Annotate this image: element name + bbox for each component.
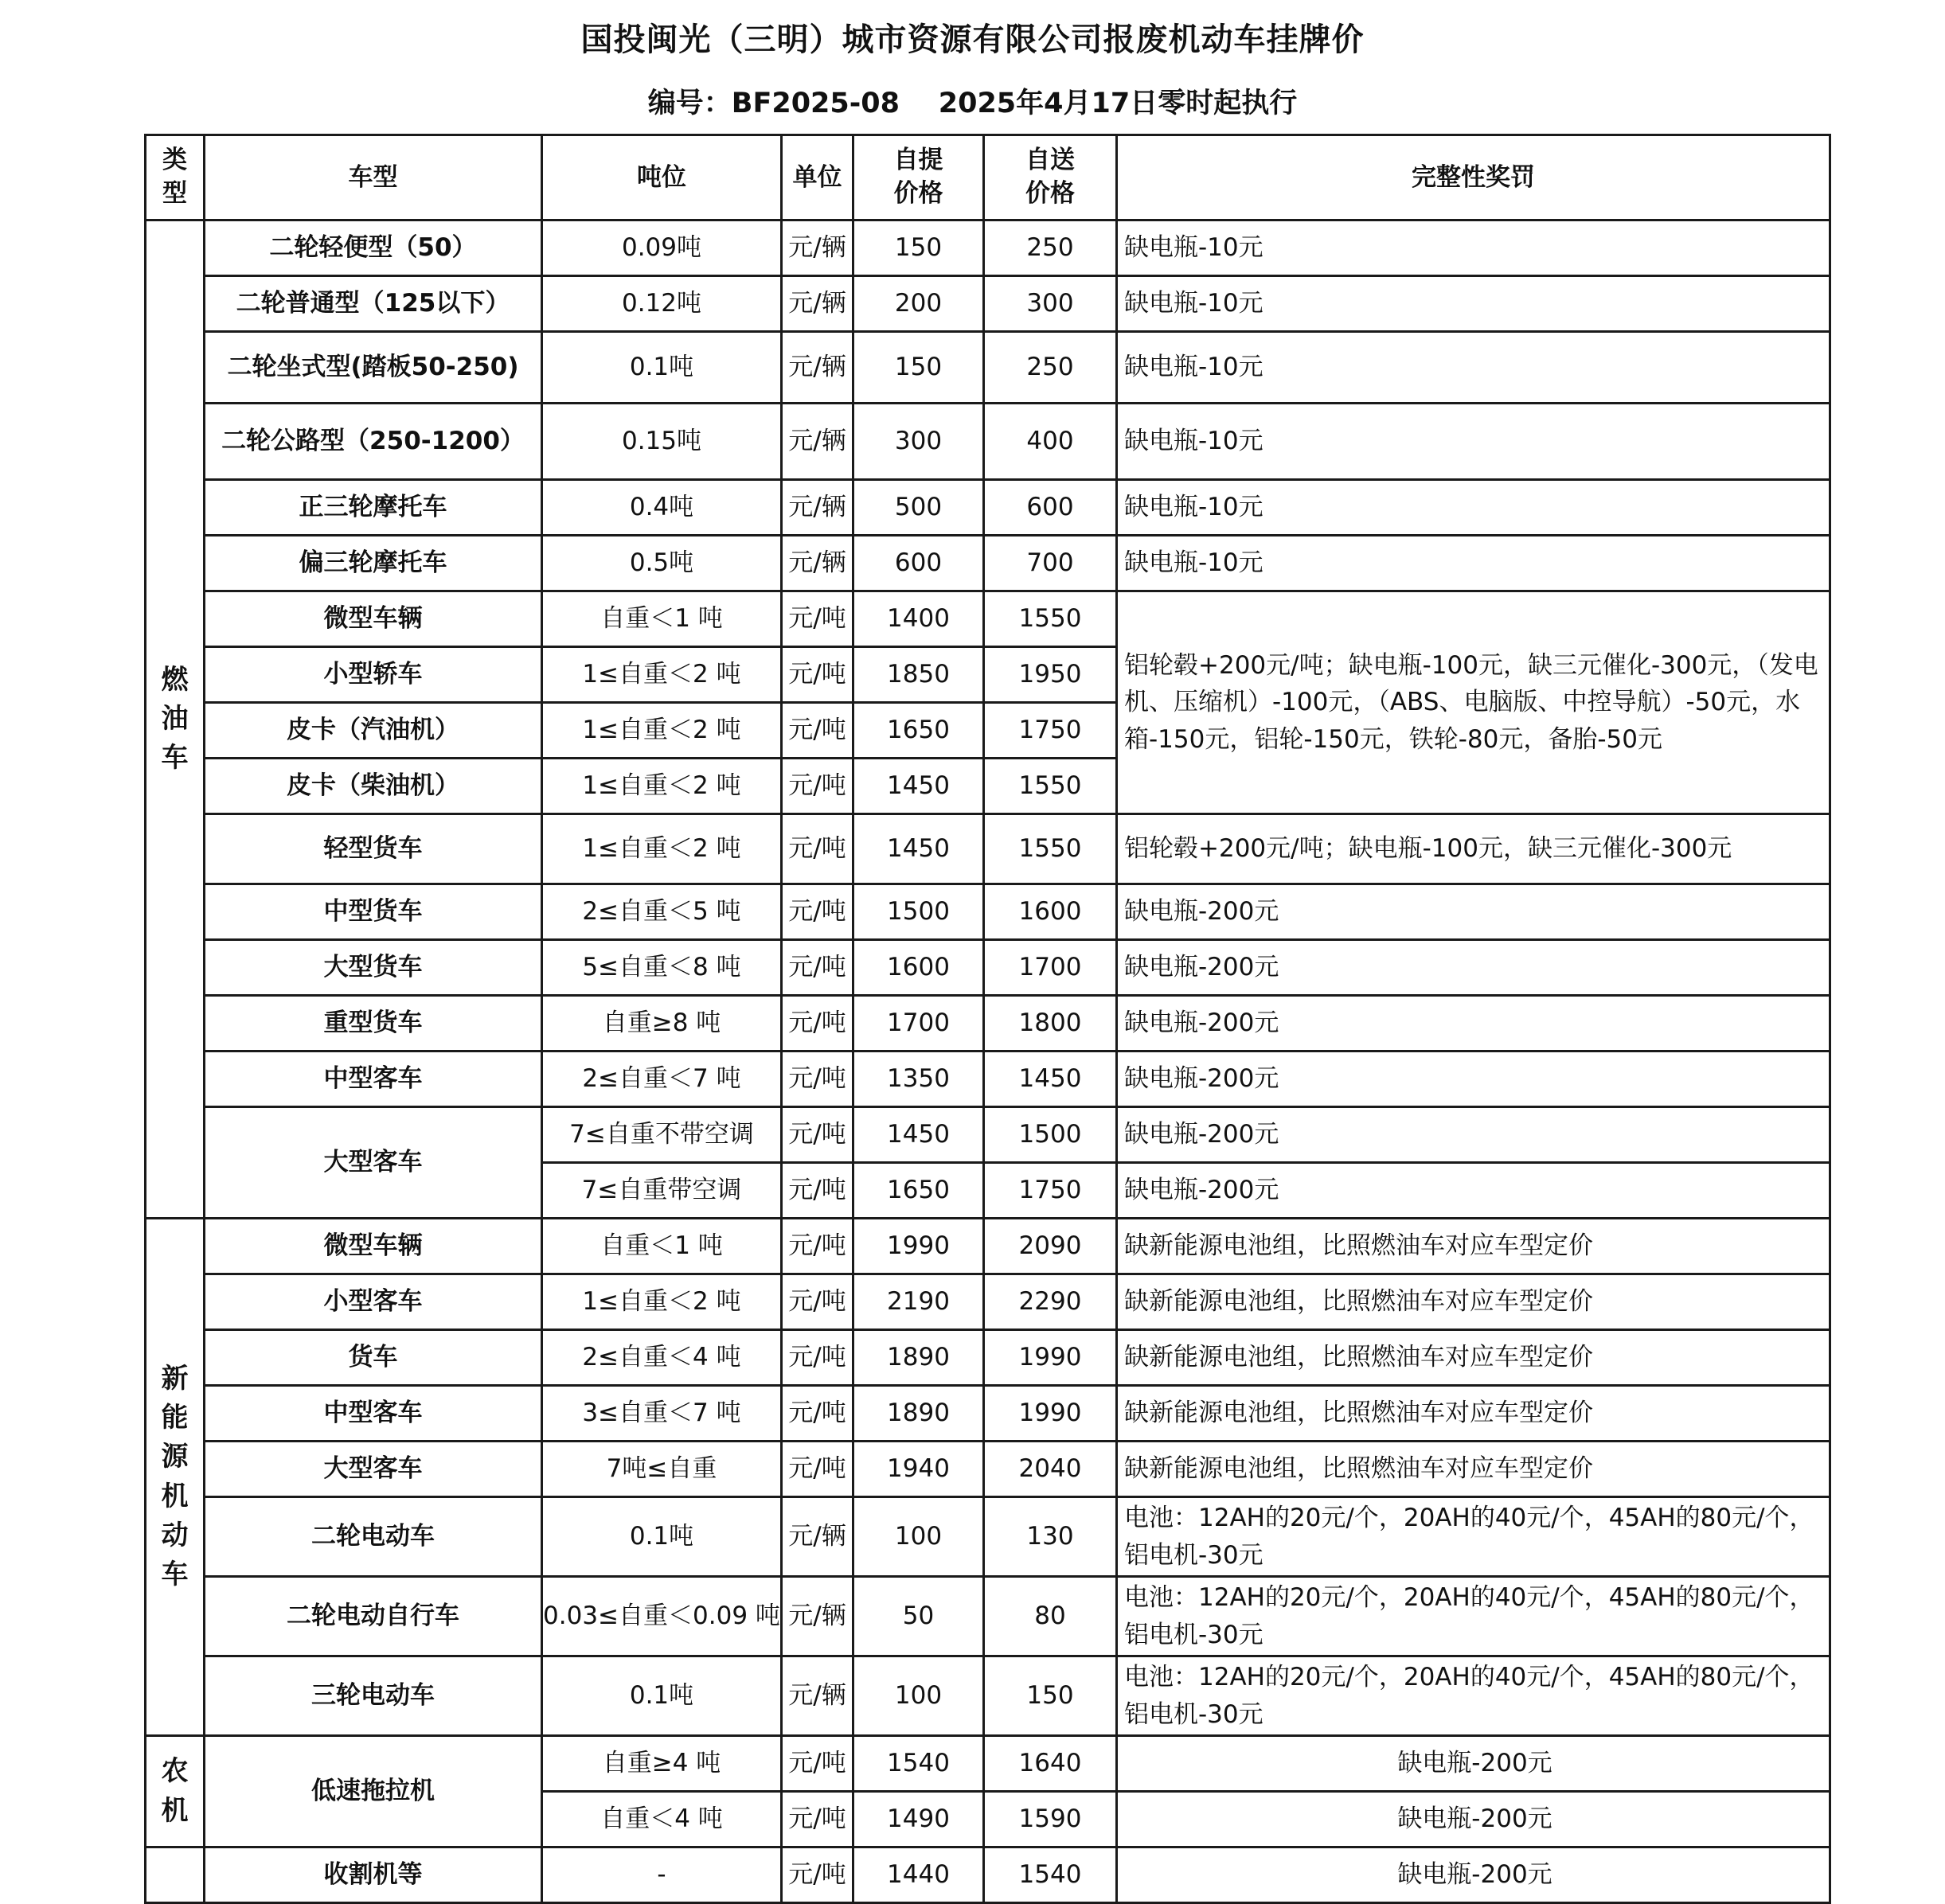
cell-tonnage: 自重＜1 吨 xyxy=(542,1219,782,1274)
cell-tonnage: 7≤自重带空调 xyxy=(542,1163,782,1219)
cell-model: 收割机等 xyxy=(205,1847,542,1903)
category-fuel: 燃 油 车 xyxy=(146,220,205,1219)
cell-note: 缺新能源电池组，比照燃油车对应车型定价 xyxy=(1117,1386,1830,1442)
cell-pickup-price: 1990 xyxy=(853,1219,984,1274)
table-row xyxy=(146,1736,1830,1792)
table-row xyxy=(146,1656,1830,1736)
table-row xyxy=(146,276,1830,332)
cell-tonnage: 3≤自重＜7 吨 xyxy=(542,1386,782,1442)
cell-note: 缺电瓶-10元 xyxy=(1117,404,1830,480)
table-row xyxy=(146,814,1830,884)
cell-pickup-price: 1450 xyxy=(853,1107,984,1163)
cell-note: 铝轮毂+200元/吨；缺电瓶-100元，缺三元催化-300元 xyxy=(1117,814,1830,884)
cell-tonnage: 自重≥4 吨 xyxy=(542,1736,782,1792)
cell-note: 缺电瓶-200元 xyxy=(1117,1163,1830,1219)
cell-note: 电池：12AH的20元/个，20AH的40元/个，45AH的80元/个，铝电机-30元 xyxy=(1117,1577,1830,1656)
cell-note: 缺电瓶-10元 xyxy=(1117,220,1830,276)
header-category: 类 型 xyxy=(146,135,205,220)
cell-model: 二轮普通型（125以下） xyxy=(205,276,542,332)
cell-note: 缺电瓶-200元 xyxy=(1117,1736,1830,1792)
cell-tonnage: 0.1吨 xyxy=(542,1656,782,1736)
cell-tonnage: 1≤自重＜2 吨 xyxy=(542,1274,782,1330)
cell-pickup-price: 2190 xyxy=(853,1274,984,1330)
cell-delivery-price: 1750 xyxy=(984,703,1117,759)
cell-unit: 元/辆 xyxy=(782,1577,853,1656)
cell-pickup-price: 1450 xyxy=(853,759,984,814)
cell-model: 皮卡（汽油机） xyxy=(205,703,542,759)
cell-pickup-price: 1350 xyxy=(853,1051,984,1107)
cell-pickup-price: 300 xyxy=(853,404,984,480)
cell-pickup-price: 50 xyxy=(853,1577,984,1656)
cell-tonnage: 0.15吨 xyxy=(542,404,782,480)
cell-note: 缺电瓶-200元 xyxy=(1117,884,1830,940)
cell-unit: 元/吨 xyxy=(782,1386,853,1442)
header-pickup-price: 自提 价格 xyxy=(853,135,984,220)
cell-unit: 元/吨 xyxy=(782,940,853,996)
table-row xyxy=(146,332,1830,404)
cell-model: 二轮电动自行车 xyxy=(205,1577,542,1656)
cell-delivery-price: 2290 xyxy=(984,1274,1117,1330)
cell-delivery-price: 1550 xyxy=(984,759,1117,814)
cell-tonnage: 7吨≤自重 xyxy=(542,1442,782,1497)
cell-delivery-price: 1750 xyxy=(984,1163,1117,1219)
cell-unit: 元/吨 xyxy=(782,647,853,703)
cell-delivery-price: 250 xyxy=(984,332,1117,404)
table-row xyxy=(146,996,1830,1051)
cell-pickup-price: 150 xyxy=(853,332,984,404)
table-row xyxy=(146,940,1830,996)
cell-delivery-price: 1450 xyxy=(984,1051,1117,1107)
cell-model: 低速拖拉机 xyxy=(205,1736,542,1847)
cell-model: 二轮坐式型(踏板50-250) xyxy=(205,332,542,404)
cell-tonnage: 1≤自重＜2 吨 xyxy=(542,814,782,884)
cell-unit: 元/吨 xyxy=(782,1051,853,1107)
cell-unit: 元/辆 xyxy=(782,1497,853,1577)
cell-note: 缺新能源电池组，比照燃油车对应车型定价 xyxy=(1117,1219,1830,1274)
cell-model: 货车 xyxy=(205,1330,542,1386)
cell-tonnage: 0.1吨 xyxy=(542,1497,782,1577)
cell-tonnage: 2≤自重＜5 吨 xyxy=(542,884,782,940)
header-model: 车型 xyxy=(205,135,542,220)
cell-model: 偏三轮摩托车 xyxy=(205,536,542,591)
cell-delivery-price: 1540 xyxy=(984,1847,1117,1903)
cell-pickup-price: 1490 xyxy=(853,1792,984,1847)
cell-unit: 元/吨 xyxy=(782,759,853,814)
cell-tonnage: 自重＜4 吨 xyxy=(542,1792,782,1847)
cell-delivery-price: 130 xyxy=(984,1497,1117,1577)
cell-delivery-price: 1550 xyxy=(984,591,1117,647)
cell-note: 电池：12AH的20元/个，20AH的40元/个，45AH的80元/个，铝电机-30元 xyxy=(1117,1497,1830,1577)
cell-model: 二轮公路型（250-1200） xyxy=(205,404,542,480)
cell-tonnage: 5≤自重＜8 吨 xyxy=(542,940,782,996)
cell-note: 缺电瓶-10元 xyxy=(1117,480,1830,536)
cell-delivery-price: 400 xyxy=(984,404,1117,480)
cell-delivery-price: 300 xyxy=(984,276,1117,332)
cell-model: 皮卡（柴油机） xyxy=(205,759,542,814)
cell-note: 缺新能源电池组，比照燃油车对应车型定价 xyxy=(1117,1330,1830,1386)
header-row xyxy=(146,135,1830,220)
cell-pickup-price: 1450 xyxy=(853,814,984,884)
table-row xyxy=(146,1274,1830,1330)
cell-delivery-price: 2090 xyxy=(984,1219,1117,1274)
cell-model: 中型货车 xyxy=(205,884,542,940)
cell-tonnage: 2≤自重＜4 吨 xyxy=(542,1330,782,1386)
table-row xyxy=(146,1107,1830,1163)
cell-note: 缺电瓶-10元 xyxy=(1117,332,1830,404)
cell-model: 轻型货车 xyxy=(205,814,542,884)
cell-unit: 元/吨 xyxy=(782,1792,853,1847)
cell-delivery-price: 1640 xyxy=(984,1736,1117,1792)
cell-delivery-price: 700 xyxy=(984,536,1117,591)
cell-model: 重型货车 xyxy=(205,996,542,1051)
cell-pickup-price: 1500 xyxy=(853,884,984,940)
cell-model: 小型轿车 xyxy=(205,647,542,703)
cell-note: 电池：12AH的20元/个，20AH的40元/个，45AH的80元/个，铝电机-30元 xyxy=(1117,1656,1830,1736)
cell-unit: 元/辆 xyxy=(782,480,853,536)
cell-note: 缺电瓶-200元 xyxy=(1117,1792,1830,1847)
cell-tonnage: 2≤自重＜7 吨 xyxy=(542,1051,782,1107)
cell-delivery-price: 80 xyxy=(984,1577,1117,1656)
cell-unit: 元/吨 xyxy=(782,996,853,1051)
table-row xyxy=(146,404,1830,480)
cell-unit: 元/吨 xyxy=(782,884,853,940)
cell-pickup-price: 1890 xyxy=(853,1330,984,1386)
cell-pickup-price: 1400 xyxy=(853,591,984,647)
table-row xyxy=(146,1577,1830,1656)
cell-delivery-price: 1990 xyxy=(984,1330,1117,1386)
cell-delivery-price: 1590 xyxy=(984,1792,1117,1847)
cell-tonnage: 自重＜1 吨 xyxy=(542,591,782,647)
table-row xyxy=(146,884,1830,940)
cell-tonnage: 0.1吨 xyxy=(542,332,782,404)
cell-delivery-price: 1950 xyxy=(984,647,1117,703)
cell-unit: 元/吨 xyxy=(782,703,853,759)
cell-pickup-price: 200 xyxy=(853,276,984,332)
cell-unit: 元/辆 xyxy=(782,276,853,332)
cell-delivery-price: 1990 xyxy=(984,1386,1117,1442)
table-row xyxy=(146,536,1830,591)
header-delivery-price: 自送 价格 xyxy=(984,135,1117,220)
table-row xyxy=(146,1219,1830,1274)
header-tonnage: 吨位 xyxy=(542,135,782,220)
cell-delivery-price: 1700 xyxy=(984,940,1117,996)
cell-model: 大型客车 xyxy=(205,1442,542,1497)
cell-pickup-price: 100 xyxy=(853,1497,984,1577)
cell-unit: 元/辆 xyxy=(782,220,853,276)
table-row xyxy=(146,1051,1830,1107)
cell-unit: 元/吨 xyxy=(782,814,853,884)
cell-unit: 元/辆 xyxy=(782,404,853,480)
cell-pickup-price: 1650 xyxy=(853,703,984,759)
cell-unit: 元/辆 xyxy=(782,1656,853,1736)
cell-model: 二轮电动车 xyxy=(205,1497,542,1577)
cell-note: 缺电瓶-200元 xyxy=(1117,1847,1830,1903)
category-other xyxy=(146,1847,205,1903)
document-title: 国投闽光（三明）城市资源有限公司报废机动车挂牌价 xyxy=(580,21,1365,58)
cell-pickup-price: 1540 xyxy=(853,1736,984,1792)
cell-pickup-price: 500 xyxy=(853,480,984,536)
cell-model: 三轮电动车 xyxy=(205,1656,542,1736)
category-new-energy: 新 能 源 机 动 车 xyxy=(146,1219,205,1736)
cell-delivery-price: 250 xyxy=(984,220,1117,276)
cell-pickup-price: 1850 xyxy=(853,647,984,703)
cell-pickup-price: 150 xyxy=(853,220,984,276)
cell-tonnage: 自重≥8 吨 xyxy=(542,996,782,1051)
cell-delivery-price: 1550 xyxy=(984,814,1117,884)
cell-pickup-price: 1940 xyxy=(853,1442,984,1497)
cell-pickup-price: 100 xyxy=(853,1656,984,1736)
cell-pickup-price: 600 xyxy=(853,536,984,591)
cell-delivery-price: 1800 xyxy=(984,996,1117,1051)
cell-unit: 元/吨 xyxy=(782,1847,853,1903)
cell-delivery-price: 1500 xyxy=(984,1107,1117,1163)
cell-unit: 元/吨 xyxy=(782,1274,853,1330)
category-agricultural: 农 机 xyxy=(146,1736,205,1847)
table-row xyxy=(146,480,1830,536)
cell-delivery-price: 150 xyxy=(984,1656,1117,1736)
cell-model: 中型客车 xyxy=(205,1386,542,1442)
cell-model: 正三轮摩托车 xyxy=(205,480,542,536)
cell-model: 大型货车 xyxy=(205,940,542,996)
table-row xyxy=(146,1497,1830,1577)
cell-tonnage: 1≤自重＜2 吨 xyxy=(542,647,782,703)
price-table xyxy=(144,134,1831,1904)
cell-note: 缺电瓶-10元 xyxy=(1117,536,1830,591)
table-row xyxy=(146,1330,1830,1386)
cell-pickup-price: 1890 xyxy=(853,1386,984,1442)
table-row xyxy=(146,1847,1830,1903)
cell-tonnage: 0.5吨 xyxy=(542,536,782,591)
cell-unit: 元/吨 xyxy=(782,1163,853,1219)
header-unit: 单位 xyxy=(782,135,853,220)
cell-model: 微型车辆 xyxy=(205,1219,542,1274)
cell-note: 缺电瓶-200元 xyxy=(1117,996,1830,1051)
cell-note: 缺电瓶-200元 xyxy=(1117,940,1830,996)
cell-unit: 元/吨 xyxy=(782,1330,853,1386)
cell-tonnage: 1≤自重＜2 吨 xyxy=(542,703,782,759)
cell-model: 大型客车 xyxy=(205,1107,542,1219)
cell-pickup-price: 1650 xyxy=(853,1163,984,1219)
table-row xyxy=(146,1386,1830,1442)
cell-model: 小型客车 xyxy=(205,1274,542,1330)
cell-pickup-price: 1600 xyxy=(853,940,984,996)
cell-note: 缺新能源电池组，比照燃油车对应车型定价 xyxy=(1117,1274,1830,1330)
cell-tonnage: 0.4吨 xyxy=(542,480,782,536)
cell-unit: 元/吨 xyxy=(782,1107,853,1163)
cell-model: 二轮轻便型（50） xyxy=(205,220,542,276)
table-row xyxy=(146,220,1830,276)
cell-note-shared: 铝轮毂+200元/吨；缺电瓶-100元，缺三元催化-300元，（发电机、压缩机）-100元，（ABS、电脑版、中控导航）-50元，水箱-150元，铝轮-150元，铁轮-80元，备胎-50元 xyxy=(1117,591,1830,814)
cell-unit: 元/辆 xyxy=(782,332,853,404)
cell-note: 缺电瓶-10元 xyxy=(1117,276,1830,332)
table-row xyxy=(146,1442,1830,1497)
cell-note: 缺电瓶-200元 xyxy=(1117,1107,1830,1163)
cell-delivery-price: 1600 xyxy=(984,884,1117,940)
cell-pickup-price: 1440 xyxy=(853,1847,984,1903)
cell-unit: 元/吨 xyxy=(782,1219,853,1274)
cell-delivery-price: 600 xyxy=(984,480,1117,536)
cell-tonnage: 0.09吨 xyxy=(542,220,782,276)
cell-tonnage: 1≤自重＜2 吨 xyxy=(542,759,782,814)
header-completeness: 完整性奖罚 xyxy=(1117,135,1830,220)
cell-note: 缺新能源电池组，比照燃油车对应车型定价 xyxy=(1117,1442,1830,1497)
cell-delivery-price: 2040 xyxy=(984,1442,1117,1497)
cell-model: 中型客车 xyxy=(205,1051,542,1107)
table-row xyxy=(146,591,1830,647)
cell-note: 缺电瓶-200元 xyxy=(1117,1051,1830,1107)
cell-pickup-price: 1700 xyxy=(853,996,984,1051)
cell-tonnage: 0.12吨 xyxy=(542,276,782,332)
cell-tonnage: 7≤自重不带空调 xyxy=(542,1107,782,1163)
cell-unit: 元/吨 xyxy=(782,1442,853,1497)
cell-tonnage: 0.03≤自重＜0.09 吨 xyxy=(542,1577,782,1656)
cell-model: 微型车辆 xyxy=(205,591,542,647)
cell-unit: 元/辆 xyxy=(782,536,853,591)
document-subtitle: 编号：BF2025-08 2025年4月17日零时起执行 xyxy=(647,88,1298,119)
cell-tonnage: - xyxy=(542,1847,782,1903)
cell-unit: 元/吨 xyxy=(782,1736,853,1792)
cell-unit: 元/吨 xyxy=(782,591,853,647)
